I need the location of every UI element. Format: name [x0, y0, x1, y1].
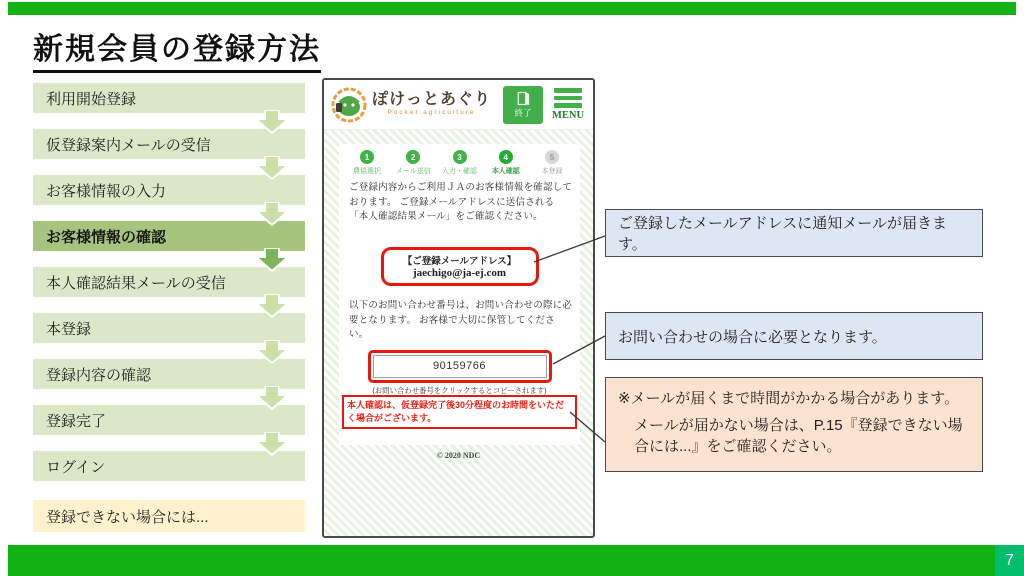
- stepper-step-3: [438, 150, 482, 176]
- inquiry-number-description: 以下のお問い合わせ番号は、お問い合わせの際に必要となります。 お客様で大切に保管してください。: [349, 300, 573, 341]
- door-icon: [516, 91, 531, 106]
- step-label: 本登録: [541, 168, 563, 175]
- page-number-badge: 7: [995, 545, 1024, 576]
- progress-stepper: [345, 150, 574, 176]
- step-circle: 1: [360, 150, 374, 164]
- registered-email-box: [381, 247, 539, 286]
- step-circle: 3: [453, 150, 467, 164]
- menu-button-label: MENU: [551, 109, 585, 121]
- stepper-step-4-current: [484, 150, 528, 176]
- flow-step-label: 利用開始登録: [46, 90, 137, 108]
- callout-warning-line1: ※メールが届くまで時間がかかる場合があります。: [618, 390, 960, 407]
- flow-step-label: 本登録: [46, 320, 92, 338]
- menu-button[interactable]: [549, 88, 587, 121]
- step-label: 農協選択: [353, 168, 381, 175]
- step-circle: 5: [545, 150, 559, 164]
- caution-box: 本人確認は、仮登録完了後30分程度のお時間をいただく場合がございます。: [342, 395, 577, 429]
- app-logo-mascot-icon: [330, 86, 368, 124]
- flow-arrow-icon: [255, 432, 289, 456]
- app-name: ぽけっとあぐり: [372, 91, 492, 109]
- app-logo-text: [372, 92, 491, 117]
- flow-step-label: ログイン: [46, 458, 106, 476]
- app-content-card: [339, 144, 580, 445]
- exit-button-label: 終了: [514, 107, 532, 118]
- step-label: 本人確認: [491, 168, 520, 175]
- callout-email-notification: [605, 209, 983, 257]
- app-header: [324, 80, 593, 130]
- registered-email-value: jaechigo@ja-ej.com: [412, 267, 506, 279]
- copyright-text: © 2020 NDC: [436, 451, 481, 460]
- flow-arrow-icon: [255, 110, 289, 134]
- flow-arrow-icon: [255, 386, 289, 410]
- step-circle: 2: [406, 150, 420, 164]
- registration-flow-sidebar: [33, 83, 305, 532]
- flow-arrow-icon: [255, 156, 289, 180]
- app-name-en: Pocket agriculture: [387, 109, 476, 117]
- copy-hint-text: (お問い合わせ番号をクリックするとコピーされます): [372, 386, 547, 395]
- phone-screenshot: [322, 78, 595, 538]
- flow-arrow-icon: [255, 340, 289, 364]
- flow-step-label: お客様情報の入力: [46, 182, 167, 200]
- step-label: 入力・確認: [442, 168, 477, 175]
- flow-step-label: 登録完了: [46, 412, 107, 430]
- flow-arrow-icon: [255, 202, 289, 226]
- hamburger-icon: [554, 88, 582, 108]
- callout-warning-line2: メールが届かない場合は、P.15『登録できない場合には...』をご確認ください。: [634, 417, 963, 455]
- flow-arrow-icon: [255, 294, 289, 318]
- bottom-accent-bar: [8, 545, 1024, 576]
- flow-step-riyou-kaishi: [33, 83, 305, 113]
- page-title: 新規会員の登録方法: [33, 24, 321, 73]
- step-circle: 4: [499, 150, 513, 164]
- stepper-step-2: [391, 150, 435, 176]
- callout-text: お問い合わせの場合に必要となります。: [618, 328, 887, 346]
- exit-button[interactable]: [503, 86, 543, 124]
- flow-step-cannot-register-note: [33, 500, 305, 532]
- confirmation-description: ご登録内容からご利用ＪＡのお客様情報を確認しております。 ご登録メールアドレスに送信される「本人確認結果メール」をご確認ください。: [349, 182, 573, 223]
- callout-text: ご登録したメールアドレスに通知メールが届きます。: [618, 215, 947, 253]
- top-accent-bar: [8, 2, 1016, 15]
- stepper-step-1: [345, 150, 389, 176]
- step-label: メール送信: [395, 168, 431, 175]
- flow-step-label: お客様情報の確認: [46, 228, 167, 246]
- inquiry-number-value: 90159766: [373, 355, 547, 378]
- flow-step-label: 登録できない場合には...: [46, 508, 209, 526]
- flow-step-label: 登録内容の確認: [46, 366, 152, 384]
- flow-arrow-active-icon: [255, 248, 289, 272]
- callout-mail-delay-warning: [605, 377, 983, 472]
- callout-inquiry-number: [605, 312, 983, 360]
- stepper-step-5: [530, 150, 574, 176]
- flow-step-label: 本人確認結果メールの受信: [46, 274, 226, 292]
- inquiry-number-box[interactable]: [368, 350, 552, 383]
- flow-step-label: 仮登録案内メールの受信: [46, 136, 211, 154]
- registered-email-heading: 【ご登録メールアドレス】: [402, 256, 517, 267]
